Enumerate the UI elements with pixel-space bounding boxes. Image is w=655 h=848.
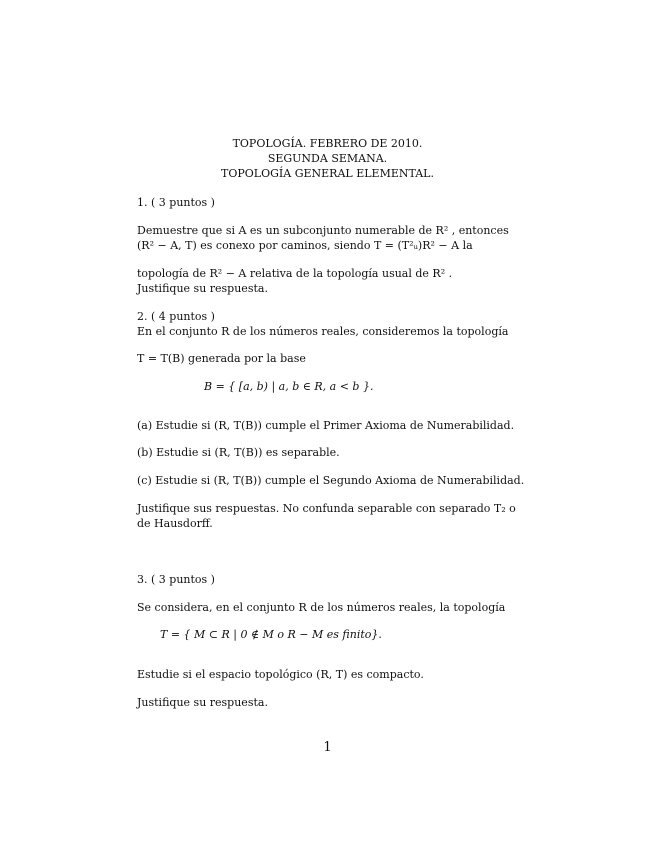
- q1-line4: Justifique su respuesta.: [137, 282, 268, 295]
- q1-line1: Demuestre que si A es un subconjunto numerable de R² , entonces: [137, 224, 509, 237]
- header-semana: SEGUNDA SEMANA.: [267, 152, 388, 165]
- q2-line2: T = T(B) generada por la base: [137, 352, 306, 365]
- page-number: 1: [323, 740, 332, 755]
- q1-line3: topología de R² − A relativa de la topología usual de R² .: [137, 267, 453, 280]
- q3-heading: 3. ( 3 puntos ): [137, 573, 215, 586]
- q2-line1: En el conjunto R de los números reales, consideremos la topología: [137, 325, 509, 338]
- header-title: TOPOLOGÍA. FEBRERO DE 2010.: [232, 137, 423, 150]
- q2-item-c: (c) Estudie si (R, T(B)) cumple el Segundo Axioma de Numerabilidad.: [137, 474, 525, 487]
- q1-line2: (R² − A, T) es conexo por caminos, siendo T = (T²ᵤ)R² − A la: [137, 239, 473, 252]
- q2-justify-line1: Justifique sus respuestas. No confunda separable con separado T₂ o: [137, 502, 516, 515]
- header-subtitle: TOPOLOGÍA GENERAL ELEMENTAL.: [221, 167, 434, 180]
- q2-item-b: (b) Estudie si (R, T(B)) es separable.: [137, 446, 340, 459]
- q2-justify-line2: de Hausdorff.: [137, 517, 213, 530]
- q3-line2: Estudie si el espacio topológico (R, T) es compacto.: [137, 668, 424, 681]
- q2-item-a: (a) Estudie si (R, T(B)) cumple el Primer Axioma de Numerabilidad.: [137, 419, 515, 432]
- q1-heading: 1. ( 3 puntos ): [137, 196, 215, 209]
- q3-formula: T = { M ⊂ R | 0 ∉ M o R − M es finito}.: [160, 628, 382, 641]
- q3-line3: Justifique su respuesta.: [137, 696, 268, 709]
- q2-heading: 2. ( 4 puntos ): [137, 310, 215, 323]
- q3-line1: Se considera, en el conjunto R de los números reales, la topología: [137, 601, 506, 614]
- q2-formula: B = { [a, b) | a, b ∈ R, a < b }.: [204, 380, 374, 393]
